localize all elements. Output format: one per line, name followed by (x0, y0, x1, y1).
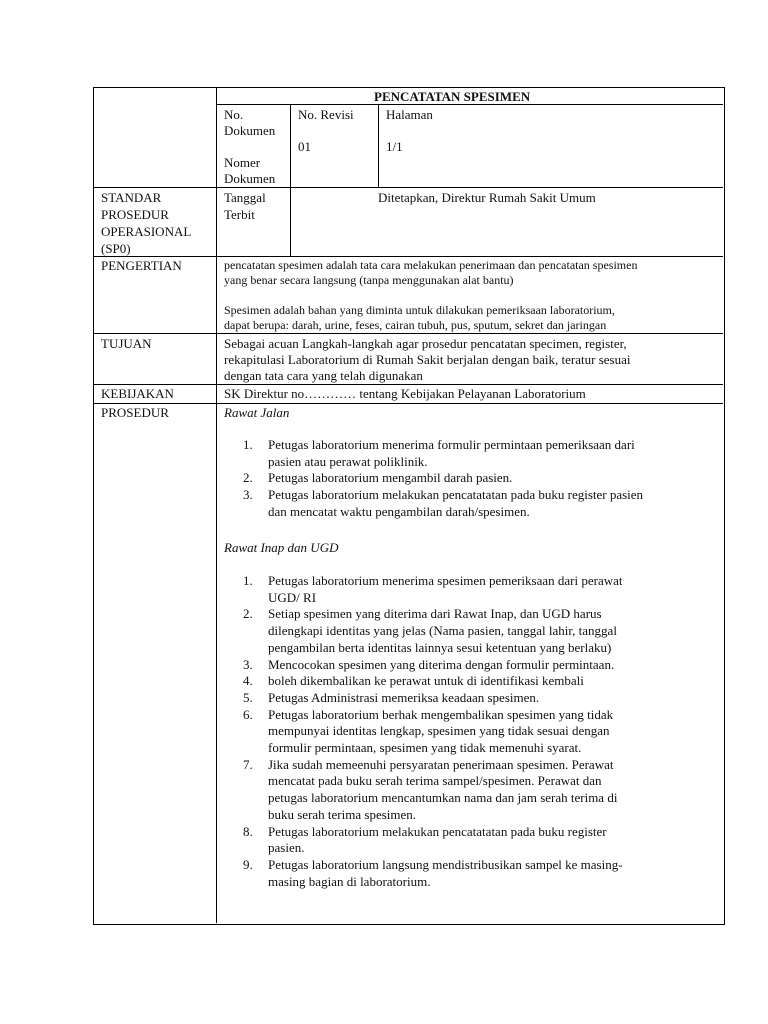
list-item (216, 657, 716, 674)
list-item-number: 3. (243, 656, 253, 672)
rawat-inap-title: Rawat Inap dan UGD (224, 540, 339, 555)
tanggal-terbit-label: Tanggal (224, 190, 266, 205)
list-item-number: 2. (243, 606, 253, 622)
list-item-line: Jika sudah memeenuhi persyaratan penerimaan spesimen. Perawat (268, 756, 614, 772)
no-revisi-value: 01 (298, 139, 311, 154)
halaman-value: 1/1 (386, 139, 403, 154)
list-item (216, 470, 716, 487)
pengertian-text: dapat berupa: darah, urine, feses, cairan tubuh, pus, sputum, sekret dan jaringan (224, 318, 607, 332)
no-dokumen-label: No. (224, 107, 244, 122)
list-item-number: 5. (243, 689, 253, 705)
list-item-line: dan mencatat waktu pengambilan darah/spesimen. (268, 503, 530, 519)
list-item-number: 9. (243, 856, 253, 872)
list-item-line: formulir permintaan, spesimen yang tidak memenuhi syarat. (268, 740, 582, 756)
divider (378, 104, 379, 188)
list-item-number: 8. (243, 823, 253, 839)
tujuan-text: dengan tata cara yang telah digunakan (224, 368, 423, 383)
list-item-line: UGD/ RI (268, 589, 317, 605)
list-item (216, 707, 716, 757)
divider (94, 333, 723, 334)
tujuan-label: TUJUAN (101, 336, 152, 351)
list-item-line: pasien. (268, 840, 305, 856)
pengertian-label: PENGERTIAN (101, 258, 182, 273)
rawat-inap-steps (216, 573, 716, 890)
list-item-line: dilengkapi identitas yang jelas (Nama pasien, tanggal lahir, tanggal (268, 623, 617, 639)
list-item-line: petugas laboratorium mencantumkan nama dan jam serah terima di (268, 790, 618, 806)
nomer-dokumen: Nomer (224, 155, 261, 170)
kebijakan-label: KEBIJAKAN (101, 386, 174, 401)
list-item-line: buku serah terima spesimen. (268, 806, 417, 822)
list-item-line: Petugas laboratorium menerima formulir permintaan pemeriksaan dari (268, 437, 635, 452)
list-item-line: boleh dikembalikan ke perawat untuk di identifikasi kembali (268, 673, 584, 689)
list-item-line: Petugas laboratorium berhak mengembalikan spesimen yang tidak (268, 706, 614, 722)
list-item-line: Petugas laboratorium melakukan pencatatatan pada buku register pasien (268, 487, 644, 503)
document-title: PENCATATAN SPESIMEN (374, 89, 531, 104)
divider (94, 256, 723, 257)
list-item-number: 1. (243, 573, 253, 588)
prosedur-label: PROSEDUR (101, 405, 169, 420)
list-item-number: 6. (243, 706, 253, 722)
list-item (216, 824, 716, 857)
divider (94, 403, 723, 404)
divider (94, 187, 723, 188)
list-item-line: pasien atau perawat poliklinik. (268, 453, 428, 469)
rawat-jalan-steps (216, 437, 716, 521)
sop-label: (SP0) (101, 241, 131, 256)
list-item (216, 857, 716, 890)
list-item (216, 606, 716, 656)
halaman-label: Halaman (386, 107, 433, 122)
list-item-line: mencatat pada buku serah terima sampel/spesimen. Perawat dan (268, 773, 602, 789)
list-item-line: Petugas laboratorium menerima spesimen pemeriksaan dari perawat (268, 573, 623, 588)
sop-label: PROSEDUR (101, 207, 169, 222)
list-item (216, 573, 716, 606)
rawat-jalan-title: Rawat Jalan (224, 405, 290, 420)
ditetapkan-text: Ditetapkan, Direktur Rumah Sakit Umum (378, 190, 596, 205)
tanggal-terbit-label: Terbit (224, 207, 255, 222)
list-item (216, 690, 716, 707)
list-item-line: masing bagian di laboratorium. (268, 873, 431, 889)
sop-label: STANDAR (101, 190, 162, 205)
pengertian-text: pencatatan spesimen adalah tata cara melakukan penerimaan dan pencatatan spesimen (224, 258, 638, 272)
tujuan-text: Sebagai acuan Langkah-langkah agar prosedur pencatatan specimen, register, (224, 336, 627, 351)
list-item (216, 757, 716, 824)
list-item-line: pengambilan berta identitas lainnya sesui ketentuan yang berlaku) (268, 639, 612, 655)
list-item-line: Mencocokan spesimen yang diterima dengan formulir permintaan. (268, 656, 615, 672)
list-item-line: Petugas laboratorium melakukan pencatatatan pada buku register (268, 823, 607, 839)
pengertian-text: yang benar secara langsung (tanpa menggunakan alat bantu) (224, 273, 514, 287)
list-item-line: mempunyai identitas lengkap, spesimen yang tidak sesuai dengan (268, 723, 610, 739)
list-item-line: Petugas laboratorium mengambil darah pasien. (268, 470, 513, 486)
list-item-number: 3. (243, 487, 253, 503)
divider (290, 104, 291, 256)
list-item (216, 487, 716, 520)
no-dokumen-label: Dokumen (224, 123, 276, 138)
list-item-line: Petugas Administrasi memeriksa keadaan spesimen. (268, 689, 540, 705)
list-item (216, 437, 716, 470)
list-item-line: Setiap spesimen yang diterima dari Rawat Inap, dan UGD harus (268, 606, 602, 622)
list-item-number: 1. (243, 437, 253, 452)
list-item (216, 673, 716, 690)
list-item-number: 4. (243, 673, 253, 689)
sop-document (93, 87, 725, 925)
divider (94, 384, 723, 385)
tujuan-text: rekapitulasi Laboratorium di Rumah Sakit berjalan dengan baik, teratur sesuai (224, 352, 631, 367)
sop-label: OPERASIONAL (101, 224, 192, 239)
list-item-number: 2. (243, 470, 253, 486)
pengertian-text: Spesimen adalah bahan yang diminta untuk dilakukan pemeriksaan laboratorium, (224, 303, 615, 317)
kebijakan-text: SK Direktur no………… tentang Kebijakan Pelayanan Laboratorium (224, 386, 586, 401)
nomer-dokumen: Dokumen (224, 171, 276, 186)
list-item-line: Petugas laboratorium langsung mendistribusikan sampel ke masing- (268, 856, 623, 872)
no-revisi-label: No. Revisi (298, 107, 354, 122)
list-item-number: 7. (243, 756, 253, 772)
